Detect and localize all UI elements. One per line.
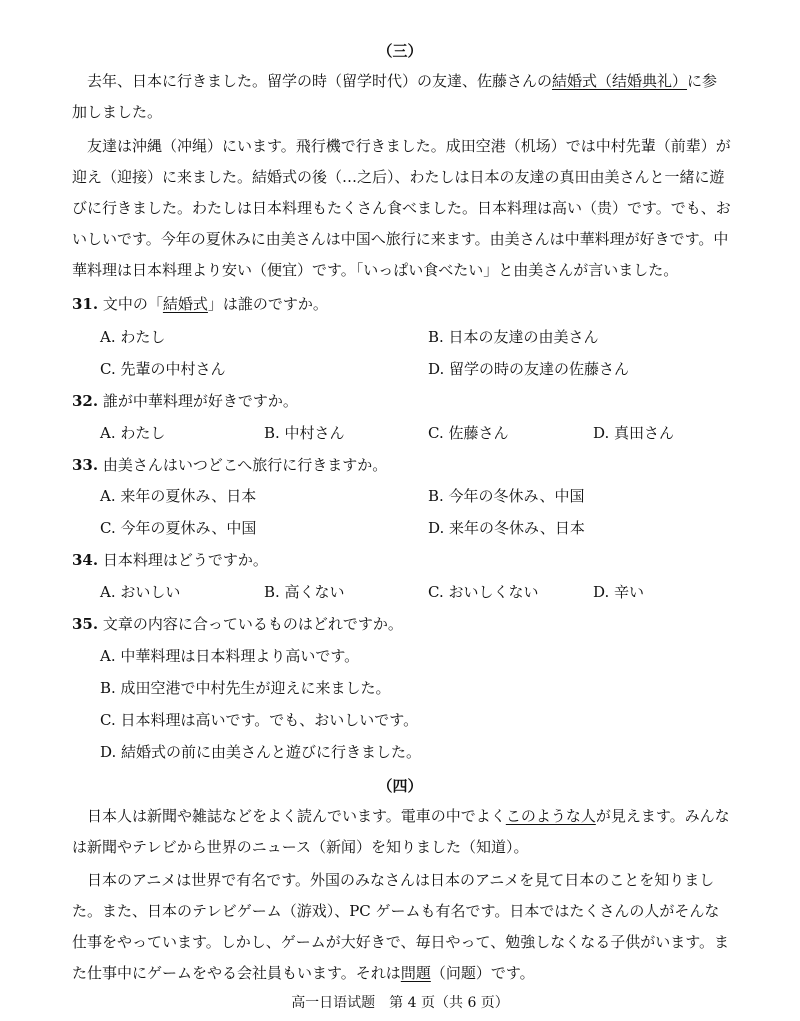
question-35 — [72, 612, 732, 636]
text-run: （问题）です。 — [430, 964, 535, 982]
option-32-c: C. 佐藤さん — [428, 424, 509, 442]
section-4-paragraph-1 — [72, 801, 732, 863]
option-31-b: B. 日本の友達の由美さん — [428, 328, 599, 346]
text-run: 誰が中華料理が好きですか。 — [102, 392, 298, 410]
option-31-a: A. わたし — [100, 328, 166, 346]
question-32 — [72, 389, 732, 413]
text-run: 去年、日本に行きました。留学の時（留学时代）の友達、佐藤さんの — [87, 72, 553, 90]
option-32-a: A. わたし — [100, 424, 166, 442]
option-35-c: C. 日本料理は高いです。でも、おいしいです。 — [100, 711, 419, 729]
question-33 — [72, 453, 732, 477]
underlined-text: このような人 — [505, 807, 596, 825]
text-run: 日本のアニメは世界で有名です。外国のみなさんは日本のアニメを見て日本のことを知りました。また、日本のテレビゲーム（游戏）、PC ゲームも有名です。日本ではたくさんの人がそんな仕事をやっています。しかし、ゲームが大好きで、毎日やって、勉強しなくなる子供がいます。また仕事中にゲームをやる会社員もいます。それは — [72, 871, 730, 982]
text-run: が見えます。みんなは新聞やテレビから世界のニュース（新闻）を知りました（知道）。 — [72, 807, 730, 856]
option-34-c: C. おいしくない — [428, 583, 539, 601]
underlined-text: 問題 — [400, 964, 431, 982]
text-run: 文章の内容に合っているものはどれですか。 — [102, 615, 403, 633]
question-number: 32. — [72, 392, 99, 410]
text-run: 日本料理はどうですか。 — [102, 551, 268, 569]
option-34-b: B. 高くない — [264, 583, 345, 601]
text-run: 文中の「 — [102, 295, 163, 313]
option-35-a: A. 中華料理は日本料理より高いです。 — [100, 647, 360, 665]
option-34-a: A. おいしい — [100, 583, 181, 601]
section-4-paragraph-2 — [72, 865, 732, 989]
option-32-b: B. 中村さん — [264, 424, 345, 442]
page-footer: 高一日语试题 第 4 页（共 6 页） — [291, 995, 509, 1011]
option-33-b: B. 今年の冬休み、中国 — [428, 487, 585, 505]
underlined-text: 結婚式 — [162, 295, 208, 313]
option-33-c: C. 今年の夏休み、中国 — [100, 519, 257, 537]
question-number: 31. — [72, 295, 99, 313]
option-33-d: D. 来年の冬休み、日本 — [428, 519, 585, 537]
section-3-paragraph-1 — [72, 66, 732, 128]
option-33-a: A. 来年の夏休み、日本 — [100, 487, 257, 505]
question-number: 34. — [72, 551, 99, 569]
section-4-title: （四） — [377, 777, 423, 795]
option-31-c: C. 先輩の中村さん — [100, 360, 226, 378]
text-run: 日本人は新聞や雑誌などをよく読んでいます。電車の中でよく — [87, 807, 506, 825]
option-35-d: D. 結婚式の前に由美さんと遊びに行きました。 — [100, 743, 422, 761]
text-run: に参加しました。 — [72, 72, 718, 121]
question-31 — [72, 292, 732, 316]
option-35-b: B. 成田空港で中村先生が迎えに来ました。 — [100, 679, 391, 697]
underlined-text: 結婚式（结婚典礼） — [552, 72, 688, 90]
option-32-d: D. 真田さん — [593, 424, 675, 442]
section-3-title: （三） — [377, 42, 423, 60]
text-run: 」は誰のですか。 — [207, 295, 328, 313]
question-number: 33. — [72, 456, 99, 474]
text-run: 由美さんはいつどこへ旅行に行きますか。 — [102, 456, 388, 474]
section-3-paragraph-2: 友達は沖縄（冲绳）にいます。飛行機で行きました。成田空港（机场）では中村先輩（前辈）が迎え（迎接）に来ました。結婚式の後（…之后）、わたしは日本の友達の真田由美さんと一緒に遊びに行きました。わたしは日本料理もたくさん食べました。日本料理は高い（贵）です。でも、おいしいです。今年の夏休みに由美さんは中国へ旅行に来ます。由美さんは中華料理が好きです。中華料理は日本料理より安い（便宜）です。「いっぱい食べたい」と由美さんが言いました。 — [72, 137, 731, 279]
option-31-d: D. 留学の時の友達の佐藤さん — [428, 360, 630, 378]
option-34-d: D. 辛い — [593, 583, 645, 601]
question-34 — [72, 548, 732, 572]
question-number: 35. — [72, 615, 99, 633]
